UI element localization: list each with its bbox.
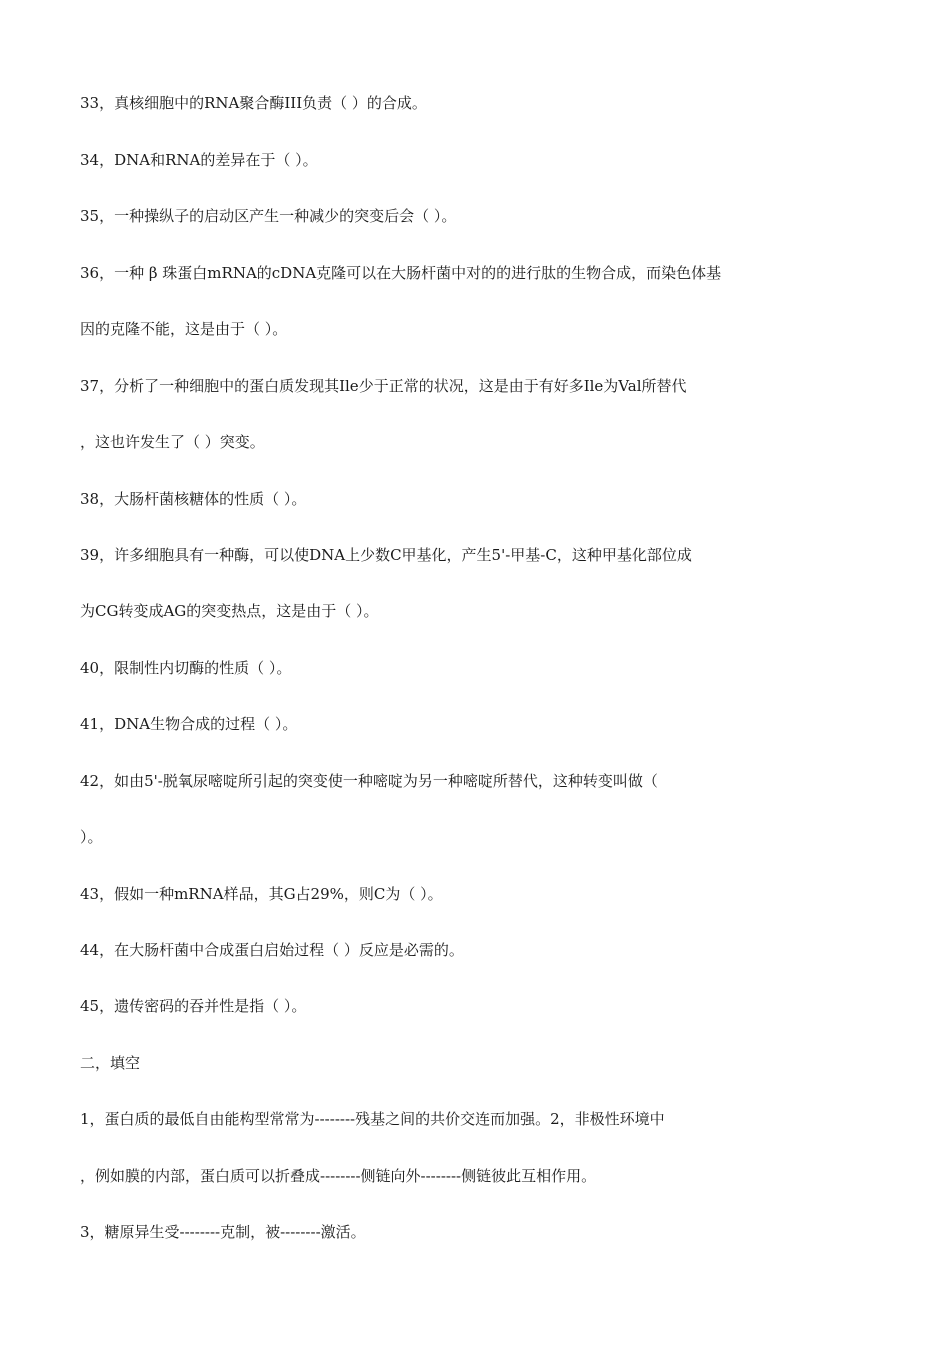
question-33: 33，真核细胞中的RNA聚合酶III负责（ ）的合成。 — [80, 94, 427, 112]
question-42-line-1: 42，如由5'-脱氧尿嘧啶所引起的突变使一种嘧啶为另一种嘧啶所替代，这种转变叫做（ — [80, 772, 658, 790]
fill-in-1-line-1: 1，蛋白质的最低自由能构型常常为--------残基之间的共价交连而加强。2，非极性环境中 — [80, 1110, 665, 1128]
question-42-line-2: ）。 — [80, 828, 103, 846]
question-38: 38，大肠杆菌核糖体的性质（ ）。 — [80, 490, 307, 508]
question-41: 41，DNA生物合成的过程（ ）。 — [80, 715, 298, 733]
question-45: 45，遗传密码的吞并性是指（ ）。 — [80, 997, 307, 1015]
question-35: 35，一种操纵子的启动区产生一种减少的突变后会（ ）。 — [80, 207, 457, 225]
question-44: 44，在大肠杆菌中合成蛋白启始过程（ ）反应是必需的。 — [80, 941, 464, 959]
question-40: 40，限制性内切酶的性质（ ）。 — [80, 659, 292, 677]
fill-in-1-line-2: ，例如膜的内部，蛋白质可以折叠成--------侧链向外--------侧链彼此互相作用。 — [80, 1167, 597, 1185]
question-36-line-1: 36，一种 β 珠蛋白mRNA的cDNA克隆可以在大肠杆菌中对的的进行肽的生物合成，而染色体基 — [80, 264, 722, 282]
question-39-line-1: 39，许多细胞具有一种酶，可以使DNA上少数C甲基化，产生5'-甲基-C，这种甲基化部位成 — [80, 546, 692, 564]
question-43: 43，假如一种mRNA样品，其G占29%，则C为（ ）。 — [80, 885, 443, 903]
fill-in-3: 3，糖原异生受--------克制，被--------激活。 — [80, 1223, 366, 1241]
section-heading-fill-in: 二，填空 — [80, 1054, 141, 1072]
question-37-line-1: 37，分析了一种细胞中的蛋白质发现其Ile少于正常的状况，这是由于有好多Ile为Val所替代 — [80, 377, 687, 395]
question-34: 34，DNA和RNA的差异在于（ ）。 — [80, 151, 318, 169]
question-36-line-2: 因的克隆不能，这是由于（ ）。 — [80, 320, 288, 338]
question-37-line-2: ，这也许发生了（ ）突变。 — [80, 433, 265, 451]
question-39-line-2: 为CG转变成AG的突变热点，这是由于（ ）。 — [80, 602, 379, 620]
